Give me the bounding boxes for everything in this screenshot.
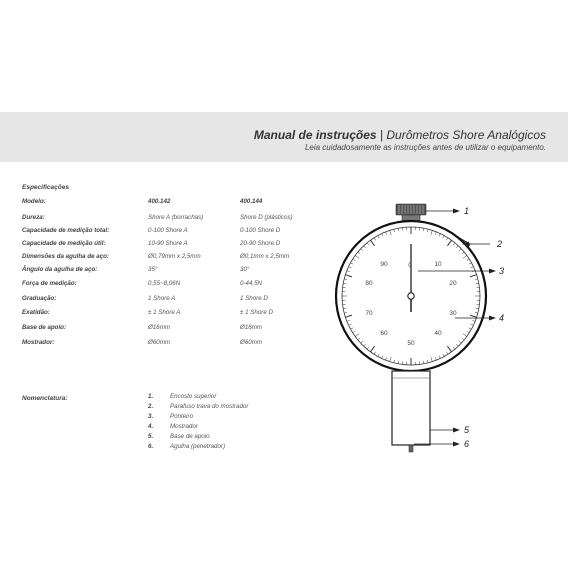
spec-value-a: 0,55~8,06N <box>148 280 181 287</box>
spec-value-a: 400.142 <box>148 198 171 205</box>
dial-number-70: 70 <box>365 310 373 317</box>
item-text: Base de apoio <box>170 433 210 440</box>
base <box>392 371 430 445</box>
item-number: 1. <box>148 393 154 400</box>
spec-value-b: ± 1 Shore D <box>240 309 273 316</box>
needle <box>409 445 413 452</box>
dial-number-0: 0 <box>408 262 412 269</box>
spec-value-b: Shore D (plásticos) <box>240 214 293 221</box>
spec-value-a: Ø0,79mm x 2,5mm <box>148 253 201 260</box>
title-rest: | Durômetros Shore Analógicos <box>379 128 546 142</box>
spec-value-b: 1 Shore D <box>240 295 268 302</box>
title-bold: Manual de instruções <box>253 128 377 142</box>
item-text: Encosto superior <box>170 393 217 400</box>
spec-value-a: 1 Shore A <box>148 295 176 302</box>
spec-value-a: 10-90 Shore A <box>148 240 188 247</box>
spec-label: Modelo: <box>22 198 46 205</box>
spec-label: Capacidade de medição total: <box>22 227 110 234</box>
spec-value-b: 400.144 <box>240 198 263 205</box>
spec-label: Graduação: <box>22 295 57 302</box>
dial-number-20: 20 <box>449 280 457 287</box>
spec-label: Exatidão: <box>22 309 50 316</box>
spec-label: Dimensões da agulha de aço: <box>22 253 109 260</box>
callout-3: 3 <box>499 266 505 276</box>
spec-value-a: Ø60mm <box>148 339 171 346</box>
dial-number-50: 50 <box>407 340 415 347</box>
specs-heading: Especificações <box>22 184 69 191</box>
spec-value-a: ± 1 Shore A <box>148 309 181 316</box>
spec-value-a: Shore A (borrachas) <box>148 214 204 221</box>
spec-label: Força de medição: <box>22 280 77 287</box>
spec-value-a: 0-100 Shore A <box>148 227 188 234</box>
spec-value-b: 20-90 Shore D <box>240 240 281 247</box>
item-number: 2. <box>148 403 154 410</box>
spec-label: Dureza: <box>22 214 45 221</box>
top-cap <box>396 204 426 221</box>
dial-number-80: 80 <box>365 280 373 287</box>
item-number: 5. <box>148 433 154 440</box>
item-text: Mostrador <box>170 423 198 430</box>
dial-number-60: 60 <box>380 330 388 337</box>
spec-value-b: Ø0,1mm x 2,5mm <box>240 253 290 260</box>
spec-value-b: Ø16mm <box>240 324 263 331</box>
callout-4: 4 <box>499 313 505 323</box>
spec-value-b: 30° <box>240 266 250 273</box>
spec-value-b: 0-100 Shore D <box>240 227 281 234</box>
spec-label: Base de apoio: <box>22 324 67 331</box>
callout-1: 1 <box>464 206 470 216</box>
item-text: Ponteiro <box>170 413 194 420</box>
spec-value-b: 0-44,5N <box>240 280 263 287</box>
spec-label: Mostrador: <box>22 339 55 346</box>
item-text: Parafuso trava do mostrador <box>170 403 249 410</box>
dial-number-90: 90 <box>380 261 388 268</box>
spec-label: Capacidade de medição útil: <box>22 240 106 247</box>
callout-5: 5 <box>464 425 470 435</box>
callout-6: 6 <box>464 439 470 449</box>
page-subtitle: Leia cuidadosamente as instruções antes de utilizar o equipamento. <box>304 143 546 152</box>
item-text: Agulha (penetrador) <box>170 443 226 450</box>
nomenclature-heading: Nomenclatura: <box>22 395 68 402</box>
callout-2: 2 <box>497 239 503 249</box>
spec-value-b: Ø60mm <box>240 339 263 346</box>
spec-label: Ângulo da agulha de aço: <box>22 266 98 273</box>
item-number: 4. <box>148 423 154 430</box>
dial-number-10: 10 <box>434 261 442 268</box>
dial-number-40: 40 <box>434 330 442 337</box>
item-number: 6. <box>148 443 154 450</box>
dial-number-30: 30 <box>449 310 457 317</box>
spec-value-a: 35° <box>148 266 158 273</box>
spec-value-a: Ø16mm <box>148 324 171 331</box>
item-number: 3. <box>148 413 154 420</box>
